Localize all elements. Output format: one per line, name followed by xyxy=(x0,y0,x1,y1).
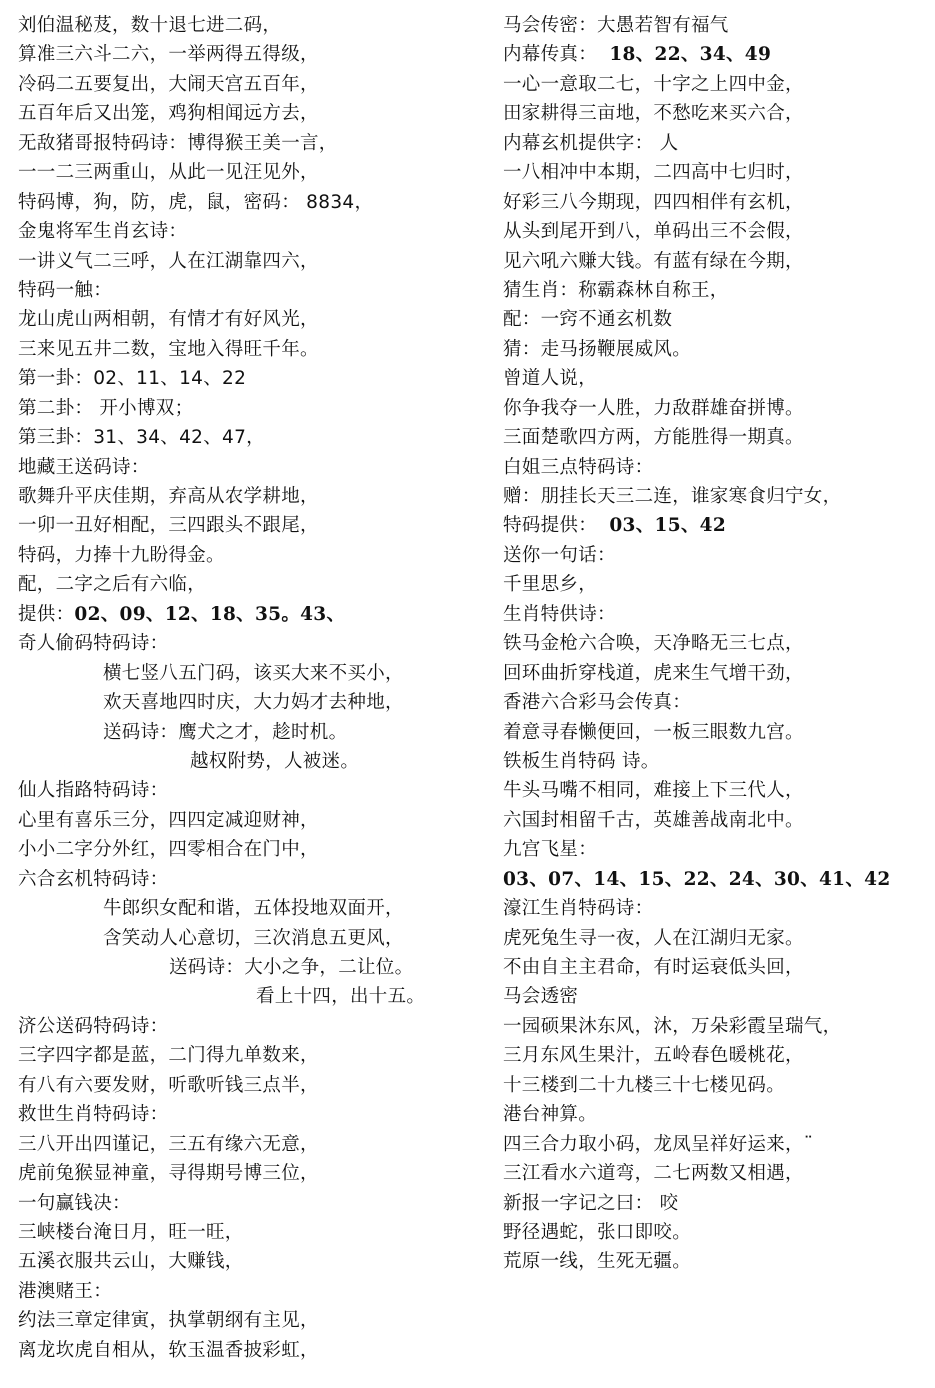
text-line xyxy=(18,806,488,835)
text-line xyxy=(18,11,488,40)
line-text: 一心一意取二七，十字之上四中金， xyxy=(503,73,804,95)
text-line xyxy=(503,1247,928,1276)
line-text: 赠：朋挂长天三二连，谁家寒食归宁女， xyxy=(503,486,842,507)
left-column xyxy=(18,11,488,1365)
line-text: 一一二三两重山，从此一见汪见外， xyxy=(18,162,319,184)
text-line xyxy=(503,482,928,511)
line-text: 三月东风生果汁，五岭春色暖桃花， xyxy=(503,1045,804,1067)
line-text: 猜：走马扬鞭展威风。 xyxy=(503,338,692,360)
text-line xyxy=(18,1218,488,1247)
line-text: 着意寻春懒便回，一板三眼数九宫。 xyxy=(503,721,804,743)
line-text: 十三楼到二十九楼三十七楼见码。 xyxy=(503,1074,786,1096)
line-text: 配，二字之后有六临， xyxy=(18,574,207,596)
text-line xyxy=(503,305,928,334)
text-line xyxy=(18,1277,488,1306)
line-text: 六国封相留千古，英雄善战南北中。 xyxy=(503,809,804,831)
text-line xyxy=(18,718,488,747)
text-line xyxy=(503,1071,928,1100)
line-text: 一卯一丑好相配，三四跟头不跟尾， xyxy=(18,515,319,537)
line-text: 回环曲折穿栈道，虎来生气增干劲， xyxy=(503,662,804,684)
text-line xyxy=(503,1100,928,1129)
text-line xyxy=(503,40,928,69)
line-text: 白姐三点特码诗： xyxy=(503,456,654,478)
text-line xyxy=(18,747,488,776)
text-line xyxy=(503,570,928,599)
text-line xyxy=(18,1336,488,1365)
text-line xyxy=(18,835,488,864)
line-text: 不由自主主君命，有时运衰低头回， xyxy=(503,957,804,978)
line-text: 金鬼将军生肖玄诗： xyxy=(18,221,188,243)
line-text: 第一卦：02、11、14、22 xyxy=(18,368,247,390)
line-text: 特码博，狗，防，虎，鼠，密码： 8834， xyxy=(18,191,374,213)
text-line xyxy=(18,541,488,570)
line-text: 一园硕果沐东风，沐，万朵彩霞呈瑞气， xyxy=(503,1015,842,1037)
text-line xyxy=(503,1012,928,1041)
line-text: 虎前兔猴显神童，寻得期号博三位， xyxy=(18,1163,319,1185)
text-line xyxy=(18,99,488,128)
text-line xyxy=(503,70,928,99)
line-text: 马会传密：大愚若智有福气 xyxy=(503,15,729,36)
text-line xyxy=(18,394,488,423)
text-line xyxy=(18,217,488,246)
line-text: 约法三章定律寅，执掌朝纲有主见， xyxy=(18,1310,319,1332)
line-text: 算准三六斗二六，一举两得五得级， xyxy=(18,44,319,66)
text-line xyxy=(503,188,928,217)
line-text: 香港六合彩马会传真： xyxy=(503,692,692,714)
text-line xyxy=(18,129,488,158)
text-line xyxy=(503,1041,928,1070)
line-text: 生肖特供诗： xyxy=(503,603,616,625)
text-line xyxy=(503,718,928,747)
text-line xyxy=(503,1218,928,1247)
line-text: 牛头马嘴不相同，难接上下三代人， xyxy=(503,780,804,802)
text-line xyxy=(18,865,488,894)
line-text: 离龙坎虎自相从，软玉温香披彩虹， xyxy=(18,1339,319,1361)
line-text: 越权附势，人被迷。 xyxy=(190,750,360,772)
text-line xyxy=(18,482,488,511)
text-line xyxy=(18,1100,488,1129)
line-text: 三面楚歌四方两，方能胜得一期真。 xyxy=(503,427,804,449)
text-line xyxy=(18,1189,488,1218)
line-text: 欢天喜地四时庆，大力妈才去种地， xyxy=(103,692,404,714)
text-line xyxy=(18,453,488,482)
line-text: 荒原一线，生死无疆。 xyxy=(503,1251,692,1273)
line-text: 特码一触： xyxy=(18,279,113,301)
text-line xyxy=(503,541,928,570)
line-text: 济公送码特码诗： xyxy=(18,1015,169,1037)
line-text: 虎死兔生寻一夜，人在江湖归无家。 xyxy=(503,927,804,949)
text-line xyxy=(18,511,488,540)
text-line xyxy=(503,600,928,629)
line-text: 救世生肖特码诗： xyxy=(18,1104,169,1126)
text-line xyxy=(503,217,928,246)
text-line xyxy=(18,305,488,334)
line-text: 野径遇蛇，张口即咬。 xyxy=(503,1221,692,1243)
line-text: 九宫飞星： xyxy=(503,839,598,861)
line-text: 千里思乡， xyxy=(503,574,598,596)
line-text: 心里有喜乐三分，四四定减迎财神， xyxy=(18,809,319,831)
line-text: 新报一字记之曰： 咬 xyxy=(503,1192,679,1214)
text-line xyxy=(18,629,488,658)
text-line xyxy=(503,129,928,158)
line-text: 一讲义气二三呼，人在江湖靠四六， xyxy=(18,250,319,272)
text-line xyxy=(18,1071,488,1100)
line-text: 濠江生肖特码诗： xyxy=(503,898,654,920)
text-line xyxy=(18,953,488,982)
text-line xyxy=(18,40,488,69)
line-text: 好彩三八今期现，四四相伴有玄机， xyxy=(503,191,804,213)
text-line xyxy=(18,1012,488,1041)
line-text: 无敌猪哥报特码诗：博得猴王美一言， xyxy=(18,132,338,154)
text-line xyxy=(18,570,488,599)
line-label: 特码提供： xyxy=(503,515,610,537)
text-line xyxy=(503,335,928,364)
right-column xyxy=(503,11,928,1277)
text-line xyxy=(503,423,928,452)
line-text: 歌舞升平庆佳期，弃高从农学耕地， xyxy=(18,486,319,507)
text-line xyxy=(503,11,928,40)
line-text: 见六吼六赚大钱。有蓝有绿在今期， xyxy=(503,250,804,272)
text-line xyxy=(503,276,928,305)
line-text: 内幕玄机提供字： 人 xyxy=(503,132,679,154)
text-line xyxy=(18,982,488,1011)
text-line xyxy=(18,158,488,187)
line-text: 港台神算。 xyxy=(503,1104,598,1126)
text-line xyxy=(503,158,928,187)
line-text: 送码诗：大小之争，二让位。 xyxy=(169,957,414,978)
text-line xyxy=(18,688,488,717)
bold-numbers: 03、15、42 xyxy=(609,515,727,537)
line-text: 马会透密 xyxy=(503,986,579,1008)
line-text: 特码，力捧十九盼得金。 xyxy=(18,544,225,566)
line-text: 小小二字分外红，四零相合在门中， xyxy=(18,839,319,861)
line-text: 第三卦：31、34、42、47， xyxy=(18,427,265,449)
text-line xyxy=(503,924,928,953)
text-line xyxy=(503,806,928,835)
text-line xyxy=(18,1159,488,1188)
text-line xyxy=(18,924,488,953)
line-text: 有八有六要发财，听歌听钱三点半， xyxy=(18,1074,319,1096)
bold-numbers: 03、07、14、15、22、24、30、41、42 xyxy=(503,868,891,890)
line-text: 六合玄机特码诗： xyxy=(18,868,169,890)
line-text: 第二卦： 开小博双； xyxy=(18,397,194,419)
text-line xyxy=(503,364,928,393)
line-text: 三来见五井二数，宝地入得旺千年。 xyxy=(18,338,319,360)
text-line xyxy=(503,953,928,982)
line-text: 一句赢钱决： xyxy=(18,1192,131,1214)
text-line xyxy=(18,1041,488,1070)
line-text: 看上十四，出十五。 xyxy=(256,986,426,1008)
line-text: 港澳赌王： xyxy=(18,1280,113,1302)
text-line xyxy=(503,1189,928,1218)
line-text: 三八开出四谨记，三五有缘六无意， xyxy=(18,1133,319,1155)
line-label: 内幕传真： xyxy=(503,44,610,66)
text-line xyxy=(503,394,928,423)
text-line xyxy=(18,423,488,452)
line-text: 刘伯温秘芨，数十退七进二码， xyxy=(18,15,282,36)
text-line xyxy=(18,70,488,99)
text-line xyxy=(503,865,928,894)
text-line xyxy=(503,835,928,864)
line-text: 田家耕得三亩地，不愁吃来买六合， xyxy=(503,103,804,125)
line-text: 三峡楼台淹日月，旺一旺， xyxy=(18,1221,244,1243)
text-line xyxy=(18,776,488,805)
text-line xyxy=(503,982,928,1011)
line-text: 横七竖八五门码，该买大来不买小， xyxy=(103,662,404,684)
line-text: 铁板生肖特码 诗。 xyxy=(503,750,660,772)
line-text: 配：一窍不通玄机数 xyxy=(503,309,673,331)
text-line xyxy=(18,659,488,688)
line-text: 你争我夺一人胜，力敌群雄奋拼博。 xyxy=(503,397,804,419)
text-line xyxy=(18,600,488,629)
line-text: 牛郎织女配和谐，五体投地双面开， xyxy=(103,898,404,920)
bold-numbers: 02、09、12、18、35。43、 xyxy=(74,603,346,625)
text-line xyxy=(503,99,928,128)
text-line xyxy=(503,894,928,923)
text-line xyxy=(18,1247,488,1276)
line-label: 提供： xyxy=(18,603,75,625)
text-line xyxy=(503,659,928,688)
line-text: 龙山虎山两相朝，有情才有好风光， xyxy=(18,309,319,331)
line-text: 三字四字都是蓝，二门得九单数来， xyxy=(18,1045,319,1067)
text-line xyxy=(18,188,488,217)
text-line xyxy=(18,1130,488,1159)
line-text: 仙人指路特码诗： xyxy=(18,780,169,802)
text-line xyxy=(18,276,488,305)
line-text: 一八相冲中本期，二四高中七归时， xyxy=(503,162,804,184)
text-line xyxy=(503,511,928,540)
text-line xyxy=(503,1159,928,1188)
line-text: 地藏王送码诗： xyxy=(18,456,150,478)
text-line xyxy=(503,453,928,482)
line-text: 五百年后又出笼，鸡狗相闻远方去， xyxy=(18,103,319,125)
bold-numbers: 18、22、34、49 xyxy=(609,44,772,66)
line-text: 送你一句话： xyxy=(503,544,616,566)
text-line xyxy=(503,688,928,717)
text-line xyxy=(503,776,928,805)
line-text: 铁马金枪六合唤，天净略无三七点， xyxy=(503,633,804,655)
line-text: 奇人偷码特码诗： xyxy=(18,633,169,655)
text-line xyxy=(503,247,928,276)
text-line xyxy=(18,894,488,923)
text-line xyxy=(503,1130,928,1159)
line-text: 送码诗：鹰犬之才，趁时机。 xyxy=(103,721,348,743)
line-text: 四三合力取小码，龙凤呈祥好运来，¨ xyxy=(503,1133,814,1155)
text-line xyxy=(18,335,488,364)
line-text: 含笑动人心意切，三次消息五更风， xyxy=(103,927,404,949)
line-text: 五溪衣服共云山，大赚钱， xyxy=(18,1251,244,1273)
text-line xyxy=(18,1306,488,1335)
line-text: 从头到尾开到八，单码出三不会假， xyxy=(503,221,804,243)
text-line xyxy=(503,629,928,658)
line-text: 曾道人说， xyxy=(503,368,598,390)
text-line xyxy=(503,747,928,776)
text-line xyxy=(18,247,488,276)
line-text: 猜生肖：称霸森林自称王， xyxy=(503,279,729,301)
text-line xyxy=(18,364,488,393)
line-text: 冷码二五要复出，大闹天宫五百年， xyxy=(18,73,319,95)
line-text: 三江看水六道弯，二七两数又相遇， xyxy=(503,1163,804,1185)
